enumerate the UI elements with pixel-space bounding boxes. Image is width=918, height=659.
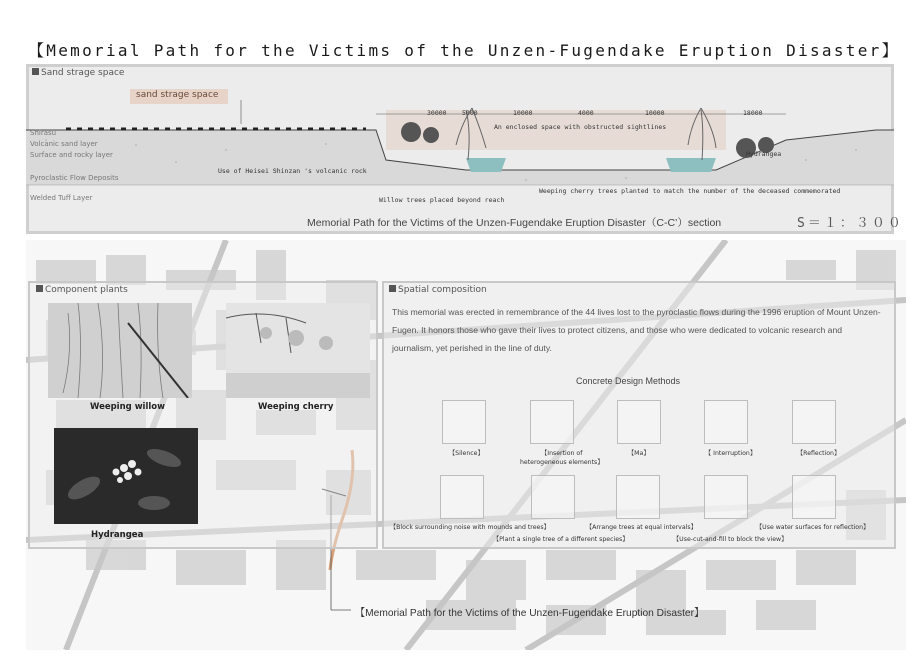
dim-label: 4000 (578, 109, 594, 117)
method-caption: 【 Interruption】 (705, 450, 757, 457)
hydrangea-annotation: Hydrangea (746, 150, 782, 158)
dim-label: 18000 (743, 109, 763, 117)
layer-label: Surface and rocky layer (30, 151, 113, 159)
section-panel-label-text: Sand strage space (41, 68, 125, 78)
method-silence-diagram (442, 400, 486, 444)
method-equal-intervals-diagram (616, 475, 660, 519)
dim-label: 5000 (462, 109, 478, 117)
method-insertion-diagram (530, 400, 574, 444)
dim-label: 10000 (645, 109, 665, 117)
square-icon (389, 285, 396, 292)
site-callout: 【Memorial Path for the Victims of the Unzen-Fugendake Eruption Disaster】 (355, 608, 705, 619)
method-ma-diagram (617, 400, 661, 444)
enclosed-space-annotation: An enclosed space with obstructed sightlines (494, 123, 667, 131)
weeping-willow-caption: Weeping willow (90, 402, 165, 412)
scale-label: S＝１：３００ (797, 216, 904, 231)
weeping-cherry-caption: Weeping cherry (258, 402, 334, 412)
method-reflection-diagram (792, 400, 836, 444)
layer-label: Pyroclastic Flow Deposits (30, 174, 119, 182)
design-methods-title: Concrete Design Methods (576, 376, 681, 386)
plants-panel-label (36, 285, 128, 295)
hydrangea-photo (54, 428, 198, 524)
willow-annotation: Willow trees placed beyond reach (379, 196, 505, 204)
square-icon (36, 285, 43, 292)
dim-label: 10000 (513, 109, 533, 117)
weeping-willow-photo (48, 303, 192, 398)
method-cut-and-fill-diagram (704, 475, 748, 519)
layer-label: Welded Tuff Layer (30, 194, 93, 202)
spatial-panel-label-text: Spatial composition (398, 285, 487, 295)
method-water-reflection-diagram (792, 475, 836, 519)
method-caption: 【Reflection】 (797, 450, 841, 457)
method-caption: 【Plant a single tree of a different species】 (493, 536, 629, 543)
method-block-noise-diagram (440, 475, 484, 519)
layer-label: Shirasu (30, 129, 57, 137)
hydrangea-caption: Hydrangea (91, 530, 144, 540)
page-title: 【Memorial Path for the Victims of the Unzen-Fugendake Eruption Disaster】 (28, 41, 900, 60)
square-icon (32, 68, 39, 75)
section-caption: Memorial Path for the Victims of the Unzen-Fugendake Eruption Disaster（C-C’）section (307, 217, 722, 229)
dim-label: 30000 (427, 109, 447, 117)
method-caption: 【Use-cut-and-fill to block the view】 (673, 536, 788, 543)
weeping-cherry-photo (226, 303, 370, 398)
spatial-description: This memorial was erected in remembrance of the 44 lives lost to the pyroclastic flows during the 1996 eruption of Mount Unzen-Fugen. It honors those who gave their lives to protect citizens, and those who were dedicated to volcanic research and journalism, yet perished in the line of duty. (392, 307, 881, 353)
sand-storage-tag: sand strage space (130, 89, 228, 104)
method-caption: 【Use water surfaces for reflection】 (756, 524, 870, 531)
method-caption: 【Block surrounding noise with mounds and trees】 (390, 524, 550, 531)
method-caption: 【Insertion of heterogeneous elements】 (520, 450, 604, 466)
method-caption: 【Ma】 (628, 450, 650, 457)
cherry-annotation: Weeping cherry trees planted to match the number of the deceased commemorated (539, 187, 841, 195)
volcanic-rock-annotation: Use of Heisei Shinzan 's volcanic rock (218, 167, 367, 175)
section-panel-label (32, 68, 124, 78)
layer-label: Volcanic sand layer (30, 140, 98, 148)
method-single-tree-diagram (531, 475, 575, 519)
method-caption: 【Silence】 (449, 450, 484, 457)
method-interruption-diagram (704, 400, 748, 444)
spatial-panel-label (389, 285, 487, 295)
plants-panel-label-text: Component plants (45, 285, 128, 295)
method-caption: 【Arrange trees at equal intervals】 (586, 524, 697, 531)
